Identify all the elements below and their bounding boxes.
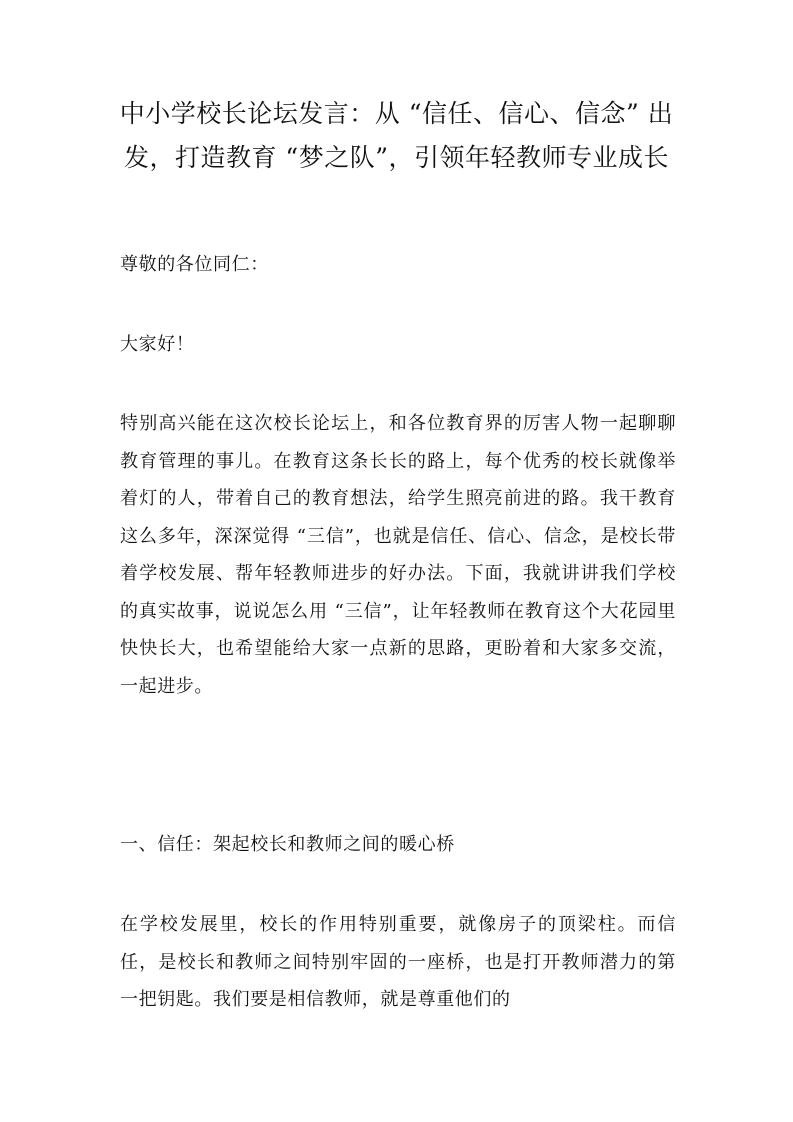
section-heading-trust: 一、信任：架起校长和教师之间的暖心桥 (120, 834, 455, 855)
document-title: 中小学校长论坛发言：从 “信任、信心、信念” 出发，打造教育 “梦之队”，引领年轻教师专业成长 (119, 99, 674, 172)
section-body-trust: 在学校发展里，校长的作用特别重要，就像房子的顶梁柱。而信任，是校长和教师之间特别牢固的一座桥，也是打开教师潜力的第一把钥匙。我们要是相信教师，就是尊重他们的 (120, 914, 676, 1010)
hello-paragraph: 大家好！ (120, 334, 195, 355)
intro-paragraph: 特别高兴能在这次校长论坛上，和各位教育界的厉害人物一起聊聊教育管理的事儿。在教育这条长长的路上，每个优秀的校长就像举着灯的人，带着自己的教育想法，给学生照亮前进的路。我干教育这么多年，深深觉得 “三信”，也就是信任、信心、信念，是校长带着学校发展、帮年轻教师进步的好办法。下面，我就讲讲我们学校的真实故事，说说怎么用 “三信”，让年轻教师在教育这个大花园里快快长大，也希望能给大家一点新的思路，更盼着和大家多交流，一起进步。 (120, 413, 676, 697)
greeting-paragraph: 尊敬的各位同仁： (120, 254, 269, 275)
